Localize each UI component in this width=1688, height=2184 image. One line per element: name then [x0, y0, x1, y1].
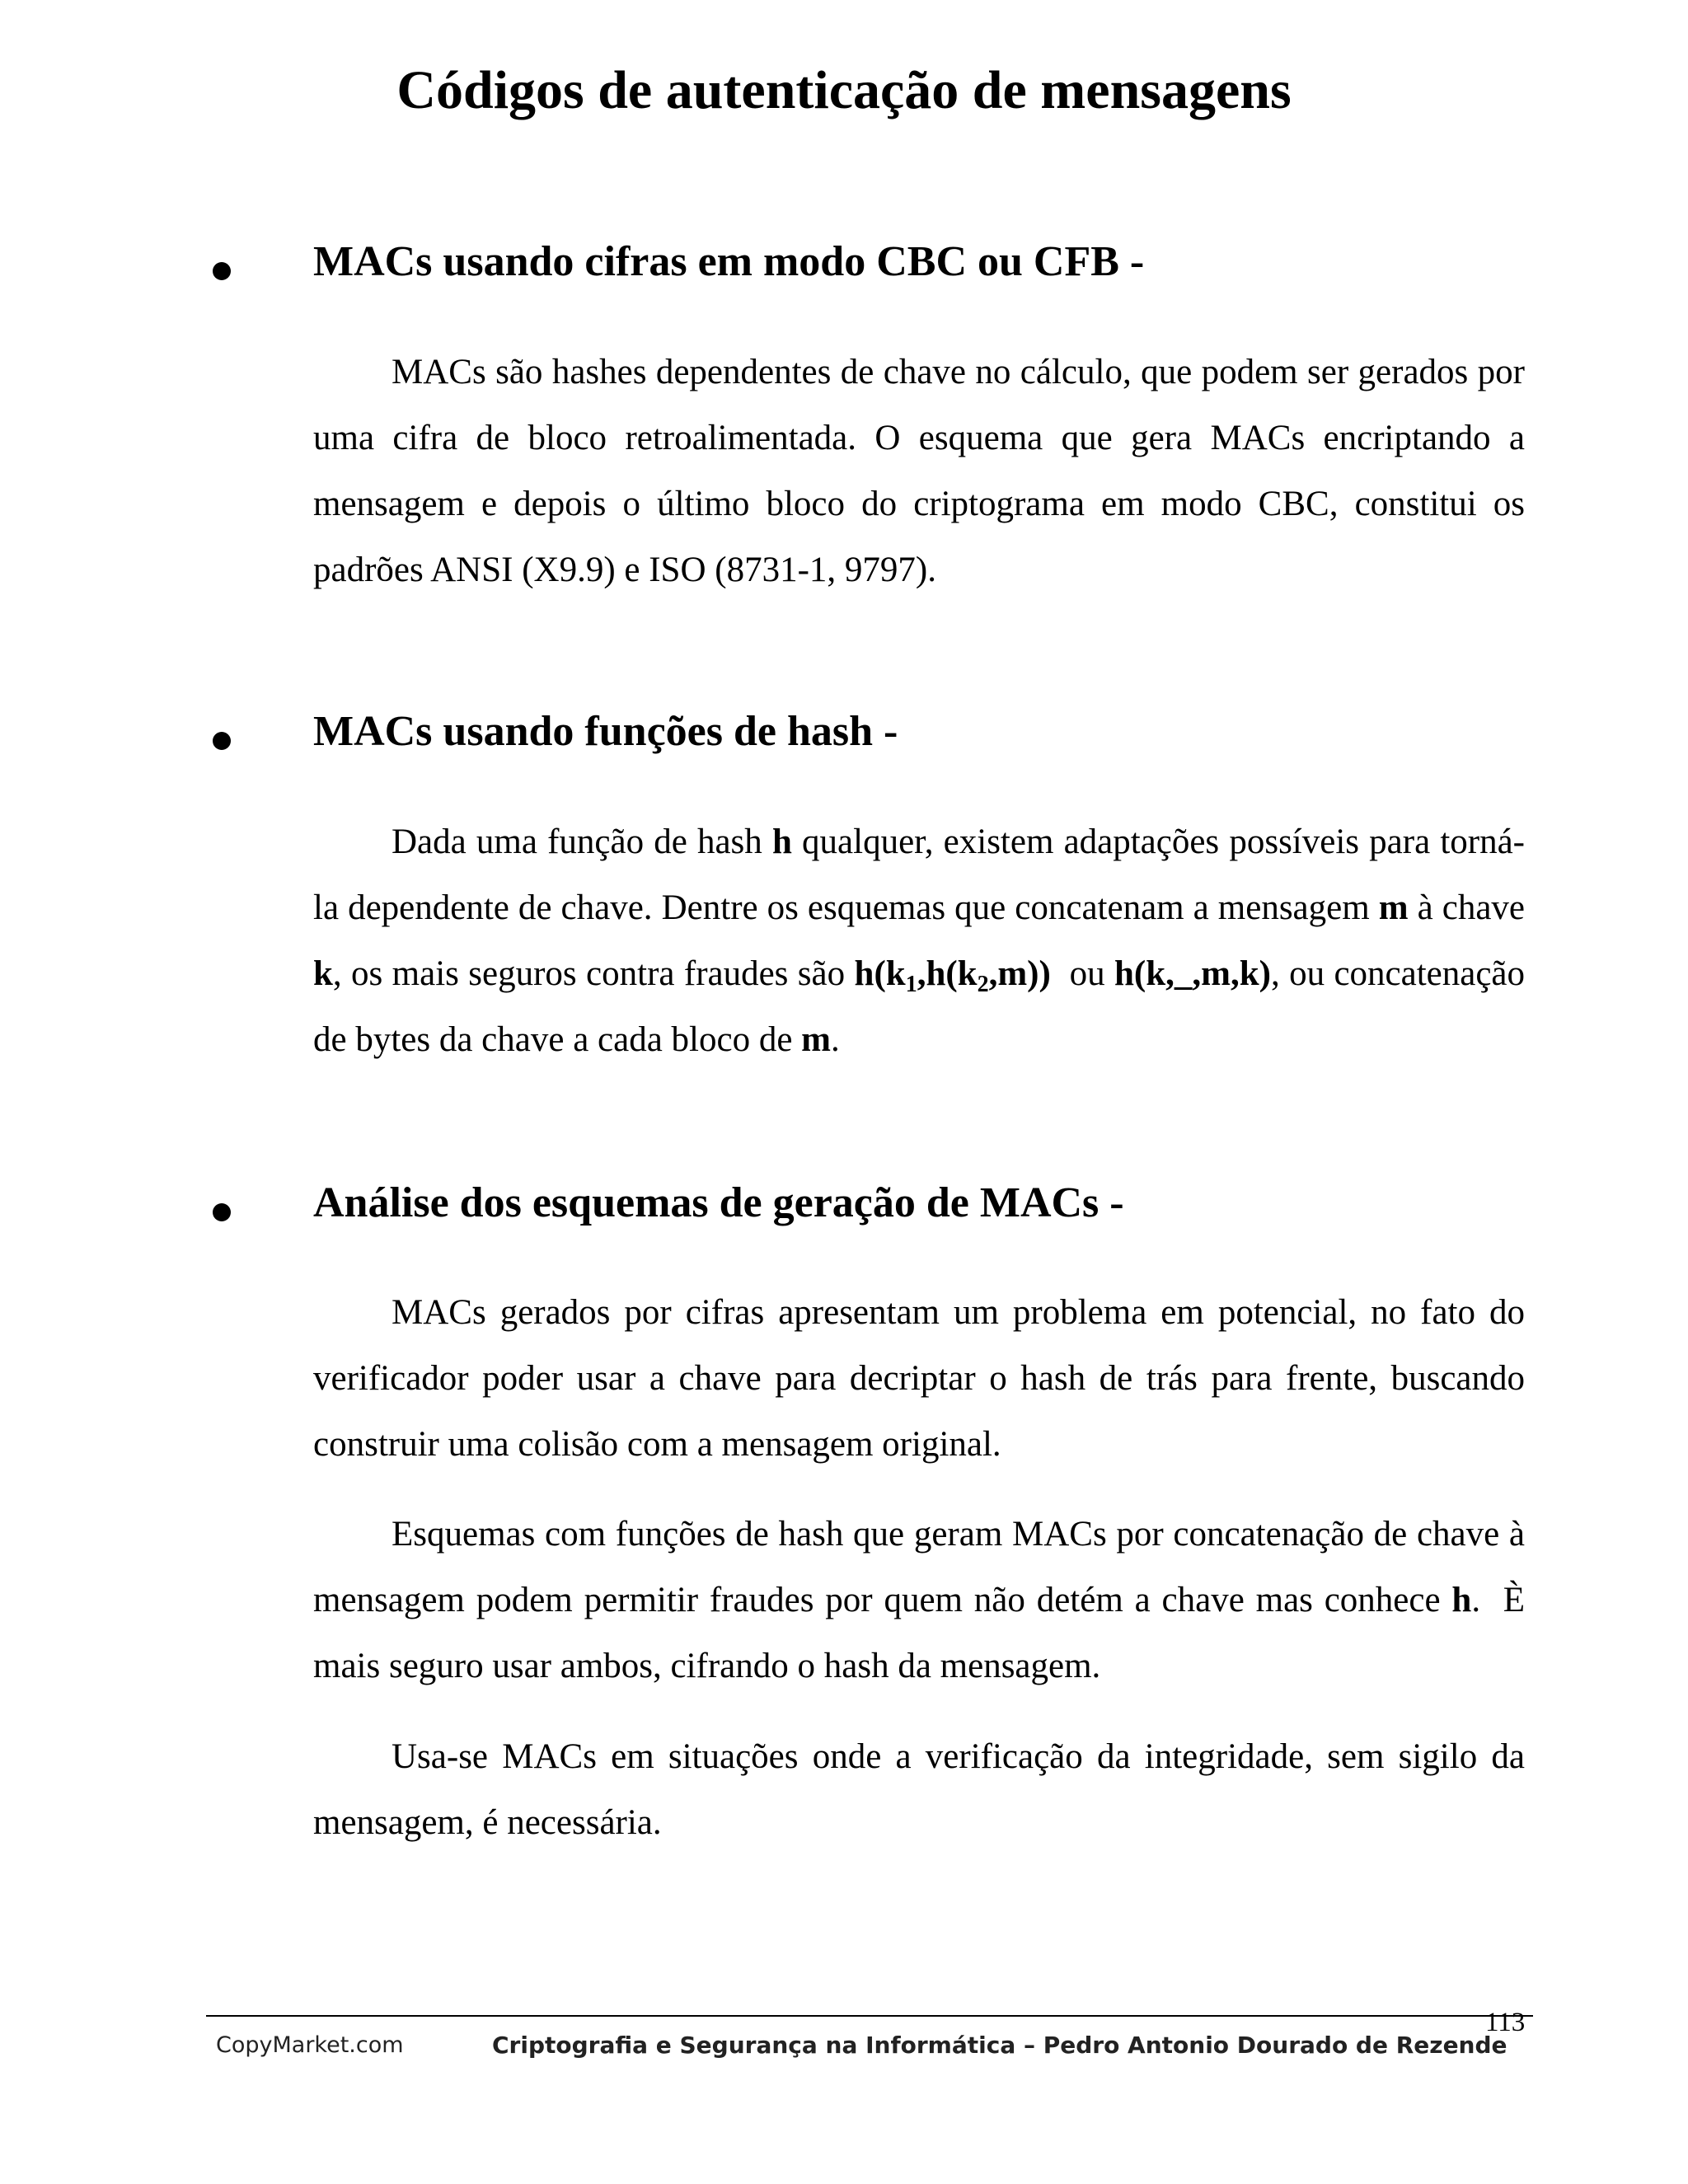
footer-publisher: CopyMarket.com [216, 2032, 404, 2058]
section-heading: MACs usando cifras em modo CBC ou CFB - [313, 238, 1145, 285]
paragraph-cbc-mac: MACs são hashes dependentes de chave no cálculo, que podem ser gerados por uma cifra de bloco retroalimentada. O esquema que gera MACs encriptando a mensagem e depois o último bloco do criptograma em modo CBC, constitui os padrões ANSI (X9.9) e ISO (8731-1, 9797). [313, 353, 1525, 589]
footer-book-title: Criptografia e Segurança na Informática – Pedro Antonio Dourado de Rezende [492, 2032, 1507, 2059]
paragraph-cipher-mac-problem: MACs gerados por cifras apresentam um problema em potencial, no fato do verificador poder usar a chave para decriptar o hash de trás para frente, buscando construir uma colisão com a mensagem original. [313, 1293, 1525, 1464]
bullet-icon [213, 262, 231, 280]
footer-divider [206, 2015, 1533, 2017]
section-heading: Análise dos esquemas de geração de MACs - [313, 1179, 1124, 1226]
formula-concat-hash: h(k,_,m,k) [1114, 954, 1271, 993]
page-title: Códigos de autenticação de mensagens [396, 60, 1292, 120]
formula-nested-hash: $h(k_1,h(k_2,m))$ [854, 954, 1051, 997]
page-number: 113 [1485, 2008, 1526, 2037]
paragraph-hash-concat-fraud: Esquemas com funções de hash que geram MACs por concatenação de chave à mensagem podem permitir fraudes por quem não detém a chave mas conhece h. È mais seguro usar ambos, cifrando o hash da mensagem. [313, 1515, 1534, 1685]
section-heading: MACs usando funções de hash - [313, 708, 898, 755]
paragraph-hash-mac: Dada uma função de hash h qualquer, existem adaptações possíveis para torná-la dependente de chave. Dentre os esquemas que concatenam a mensagem m à chave k, os mais seguros contra fraudes são $h(k_1,h(k_2,m))$ ou h(k,_,m,k), ou concatenação de bytes da chave a cada bloco de m. [313, 823, 1526, 1059]
bullet-icon [213, 732, 231, 750]
paragraph-mac-usage: Usa-se MACs em situações onde a verificação da integridade, sem sigilo da mensagem, é necessária. [313, 1737, 1525, 1842]
bullet-icon [213, 1203, 231, 1221]
